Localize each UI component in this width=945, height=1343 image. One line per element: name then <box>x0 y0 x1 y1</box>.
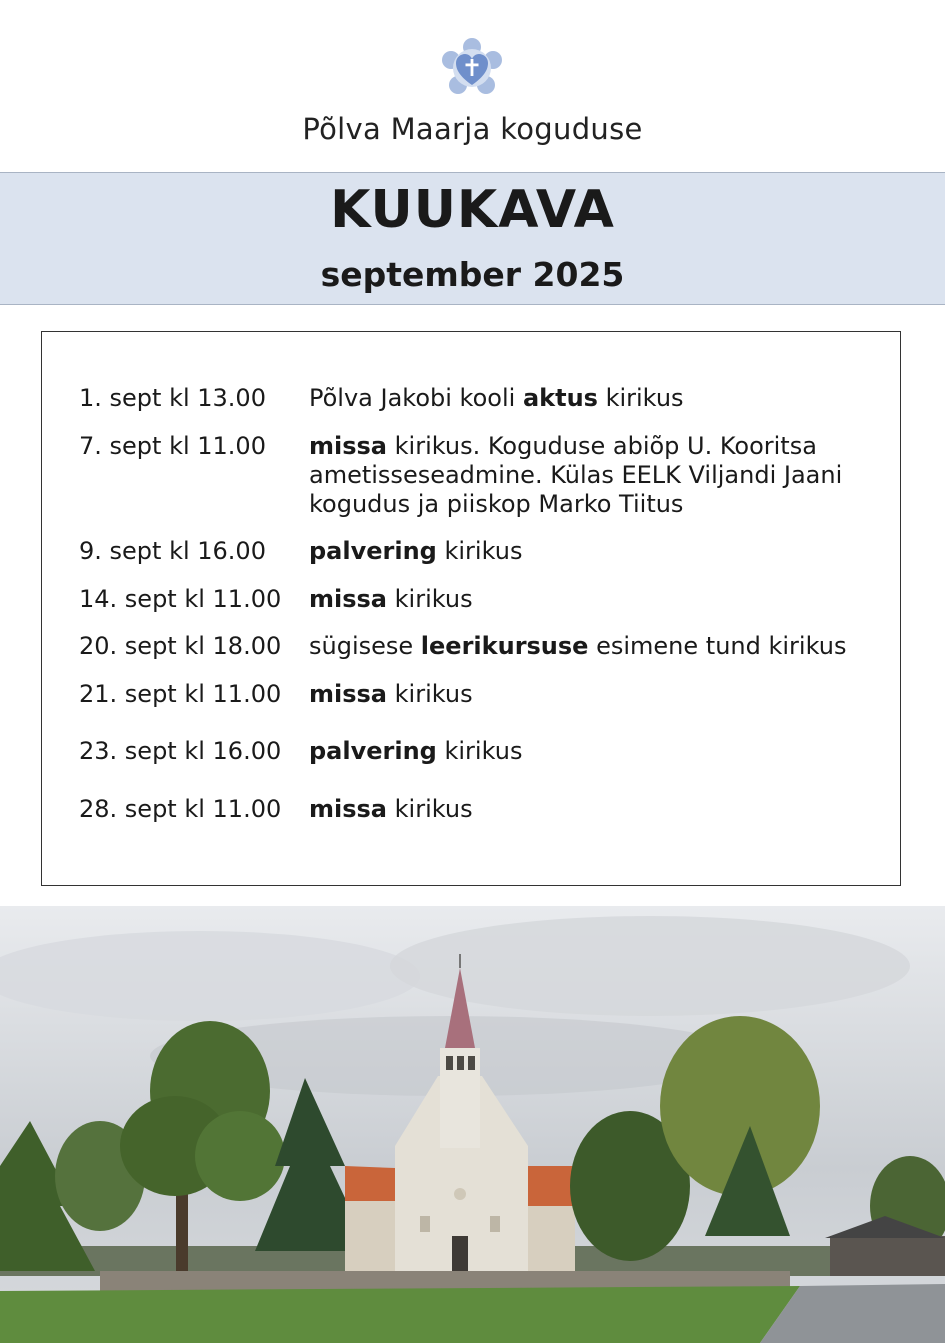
schedule-box <box>41 331 901 886</box>
schedule-time: 1. sept kl 13.00 <box>79 384 266 412</box>
schedule-event: Põlva Jakobi kooli aktus kirikus <box>309 384 684 412</box>
schedule-time: 21. sept kl 11.00 <box>79 680 282 708</box>
schedule-event: missa kirikus <box>309 585 473 613</box>
church-photo <box>0 906 945 1343</box>
schedule-time: 9. sept kl 16.00 <box>79 537 266 565</box>
schedule-event: palvering kirikus <box>309 737 523 765</box>
schedule-event: sügisese leerikursuse esimene tund kirikus <box>309 632 847 660</box>
schedule-event: missa kirikus <box>309 680 473 708</box>
schedule-event: palvering kirikus <box>309 537 523 565</box>
schedule-event: missa kirikus <box>309 795 473 823</box>
schedule-time: 28. sept kl 11.00 <box>79 795 282 823</box>
luther-rose-icon <box>441 38 503 98</box>
schedule-time: 20. sept kl 18.00 <box>79 632 282 660</box>
parish-name: Põlva Maarja koguduse <box>302 112 643 146</box>
page-title: KUUKAVA <box>330 180 615 240</box>
schedule-event: missa kirikus. Koguduse abiõp U. Kooritsa ametisseseadmine. Külas EELK Viljandi Jaani kogudus ja piiskop Marko Tiitus <box>309 432 843 518</box>
month-subtitle: september 2025 <box>320 255 625 294</box>
schedule-time: 14. sept kl 11.00 <box>79 585 282 613</box>
schedule-time: 23. sept kl 16.00 <box>79 737 282 765</box>
schedule-time: 7. sept kl 11.00 <box>79 432 266 460</box>
